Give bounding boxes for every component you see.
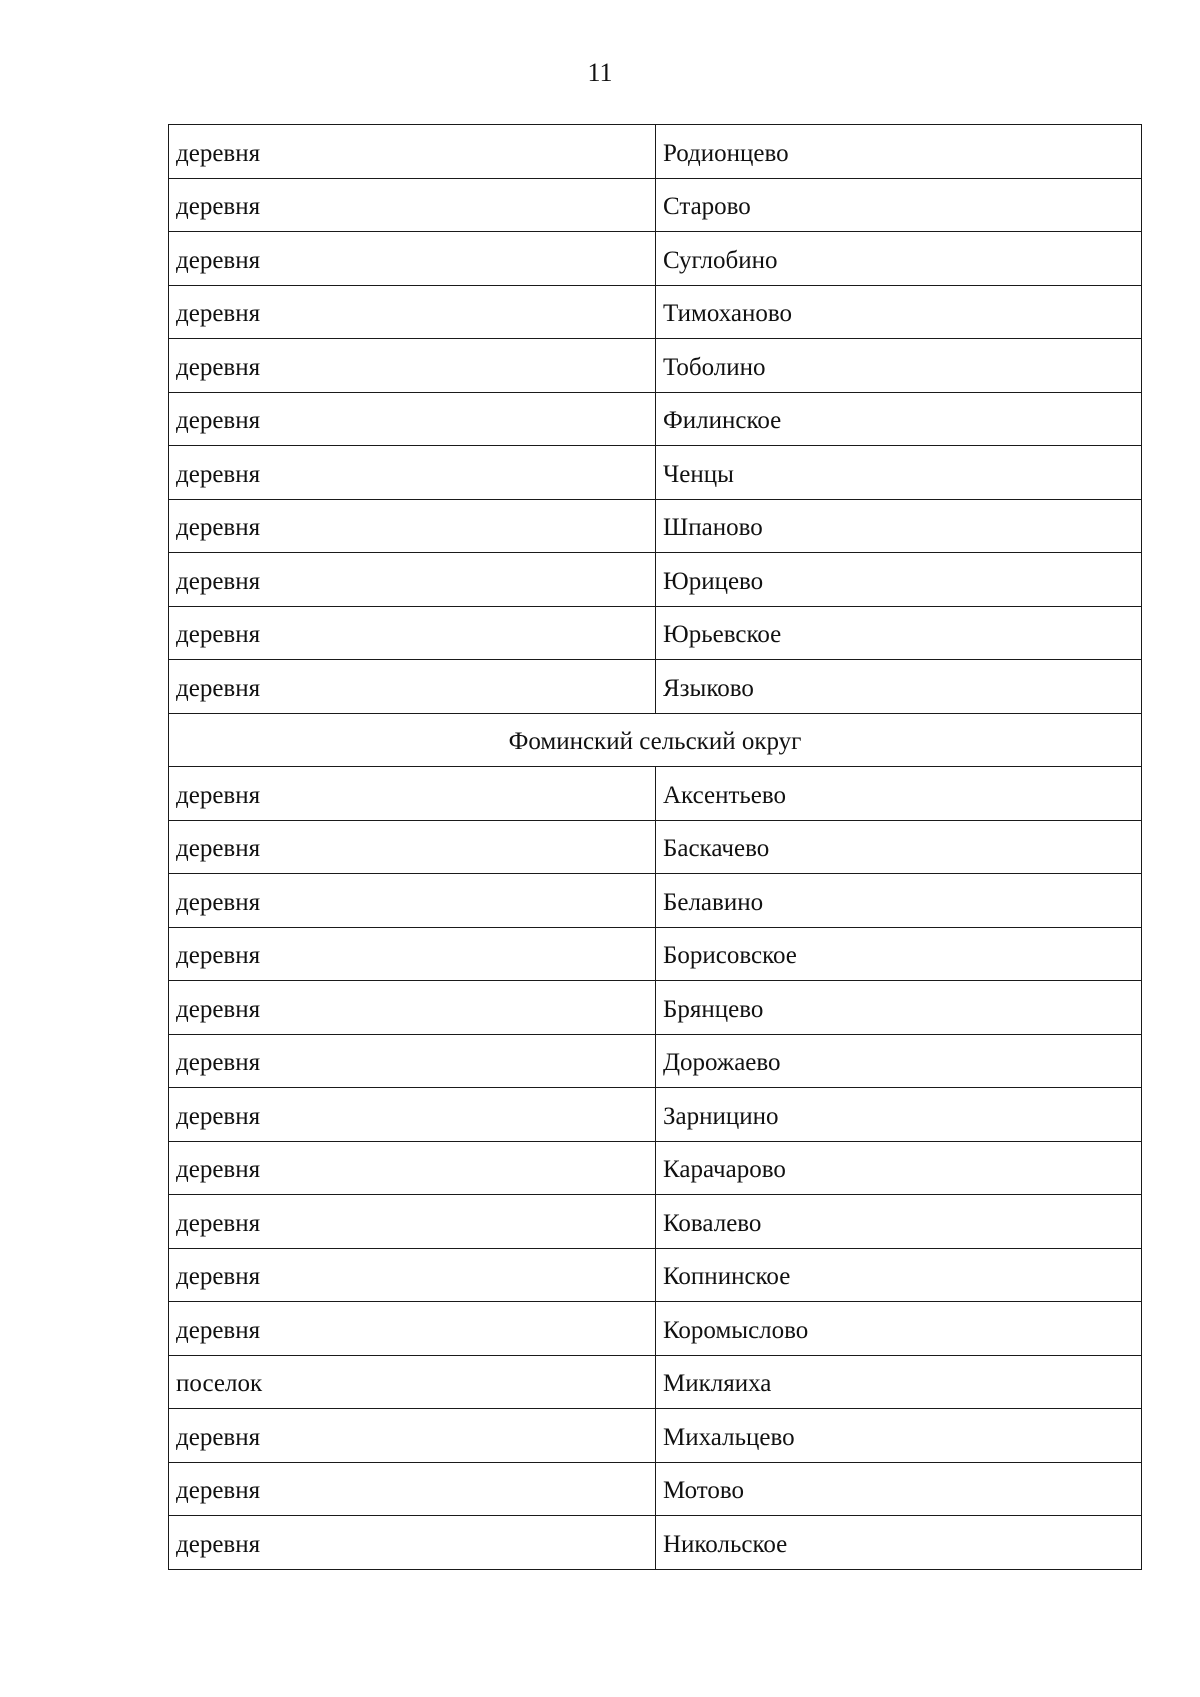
table-row (169, 660, 1142, 714)
settlement-type-cell: деревня (169, 606, 656, 660)
page-number: 11 (587, 58, 613, 87)
settlement-type-cell: деревня (169, 767, 656, 821)
table-row (169, 927, 1142, 981)
settlement-type-cell: деревня (169, 874, 656, 928)
settlement-type-cell: деревня (169, 1248, 656, 1302)
table-row (169, 125, 1142, 179)
settlement-type-cell: деревня (169, 1516, 656, 1570)
settlement-name-cell: Никольское (656, 1516, 1142, 1570)
settlement-type-cell: деревня (169, 1409, 656, 1463)
settlement-name-cell: Дорожаево (656, 1034, 1142, 1088)
settlement-name-cell: Языково (656, 660, 1142, 714)
settlement-name-cell: Старово (656, 178, 1142, 232)
table-row (169, 1248, 1142, 1302)
table-row (169, 1355, 1142, 1409)
settlement-type-cell: деревня (169, 981, 656, 1035)
settlement-name-cell: Мотово (656, 1462, 1142, 1516)
settlement-type-cell: деревня (169, 339, 656, 393)
table-row (169, 339, 1142, 393)
settlement-type-cell: деревня (169, 392, 656, 446)
table-row (169, 553, 1142, 607)
table-row (169, 446, 1142, 500)
settlement-type-cell: деревня (169, 1088, 656, 1142)
settlement-name-cell: Тоболино (656, 339, 1142, 393)
settlement-name-cell: Суглобино (656, 232, 1142, 286)
settlement-type-cell: деревня (169, 1141, 656, 1195)
settlement-type-cell: деревня (169, 1034, 656, 1088)
settlement-name-cell: Родионцево (656, 125, 1142, 179)
settlement-name-cell: Брянцево (656, 981, 1142, 1035)
section-title: Фоминский сельский округ (169, 713, 1142, 767)
settlement-type-cell: деревня (169, 820, 656, 874)
settlement-name-cell: Борисовское (656, 927, 1142, 981)
table-row (169, 1409, 1142, 1463)
table-row (169, 1516, 1142, 1570)
settlement-type-cell: деревня (169, 499, 656, 553)
table-row (169, 820, 1142, 874)
settlement-name-cell: Ченцы (656, 446, 1142, 500)
table-row (169, 606, 1142, 660)
settlement-name-cell: Зарницино (656, 1088, 1142, 1142)
table-row (169, 285, 1142, 339)
settlement-type-cell: деревня (169, 553, 656, 607)
table-row (169, 981, 1142, 1035)
table-row (169, 767, 1142, 821)
settlement-type-cell: деревня (169, 232, 656, 286)
table-row (169, 178, 1142, 232)
table-row (169, 874, 1142, 928)
settlement-type-cell: деревня (169, 927, 656, 981)
settlement-name-cell: Ковалево (656, 1195, 1142, 1249)
settlement-type-cell: поселок (169, 1355, 656, 1409)
settlement-name-cell: Баскачево (656, 820, 1142, 874)
settlement-type-cell: деревня (169, 446, 656, 500)
settlement-name-cell: Микляиха (656, 1355, 1142, 1409)
table-row (169, 1034, 1142, 1088)
settlement-type-cell: деревня (169, 1195, 656, 1249)
settlement-type-cell: деревня (169, 125, 656, 179)
settlement-name-cell: Филинское (656, 392, 1142, 446)
settlement-name-cell: Юрицево (656, 553, 1142, 607)
settlement-name-cell: Шпаново (656, 499, 1142, 553)
settlements-table (168, 124, 1142, 1570)
table-row (169, 392, 1142, 446)
settlement-name-cell: Аксентьево (656, 767, 1142, 821)
settlement-name-cell: Тимоханово (656, 285, 1142, 339)
settlement-name-cell: Юрьевское (656, 606, 1142, 660)
settlement-type-cell: деревня (169, 1302, 656, 1356)
settlement-type-cell: деревня (169, 178, 656, 232)
settlement-type-cell: деревня (169, 285, 656, 339)
settlements-table-body (169, 125, 1142, 1570)
section-header-row (169, 713, 1142, 767)
table-row (169, 1195, 1142, 1249)
table-row (169, 232, 1142, 286)
settlement-name-cell: Михальцево (656, 1409, 1142, 1463)
table-row (169, 1088, 1142, 1142)
settlement-name-cell: Белавино (656, 874, 1142, 928)
table-row (169, 499, 1142, 553)
settlement-name-cell: Коромыслово (656, 1302, 1142, 1356)
table-row (169, 1141, 1142, 1195)
table-row (169, 1462, 1142, 1516)
table-row (169, 1302, 1142, 1356)
settlement-name-cell: Карачарово (656, 1141, 1142, 1195)
settlement-name-cell: Копнинское (656, 1248, 1142, 1302)
settlement-type-cell: деревня (169, 660, 656, 714)
settlement-type-cell: деревня (169, 1462, 656, 1516)
